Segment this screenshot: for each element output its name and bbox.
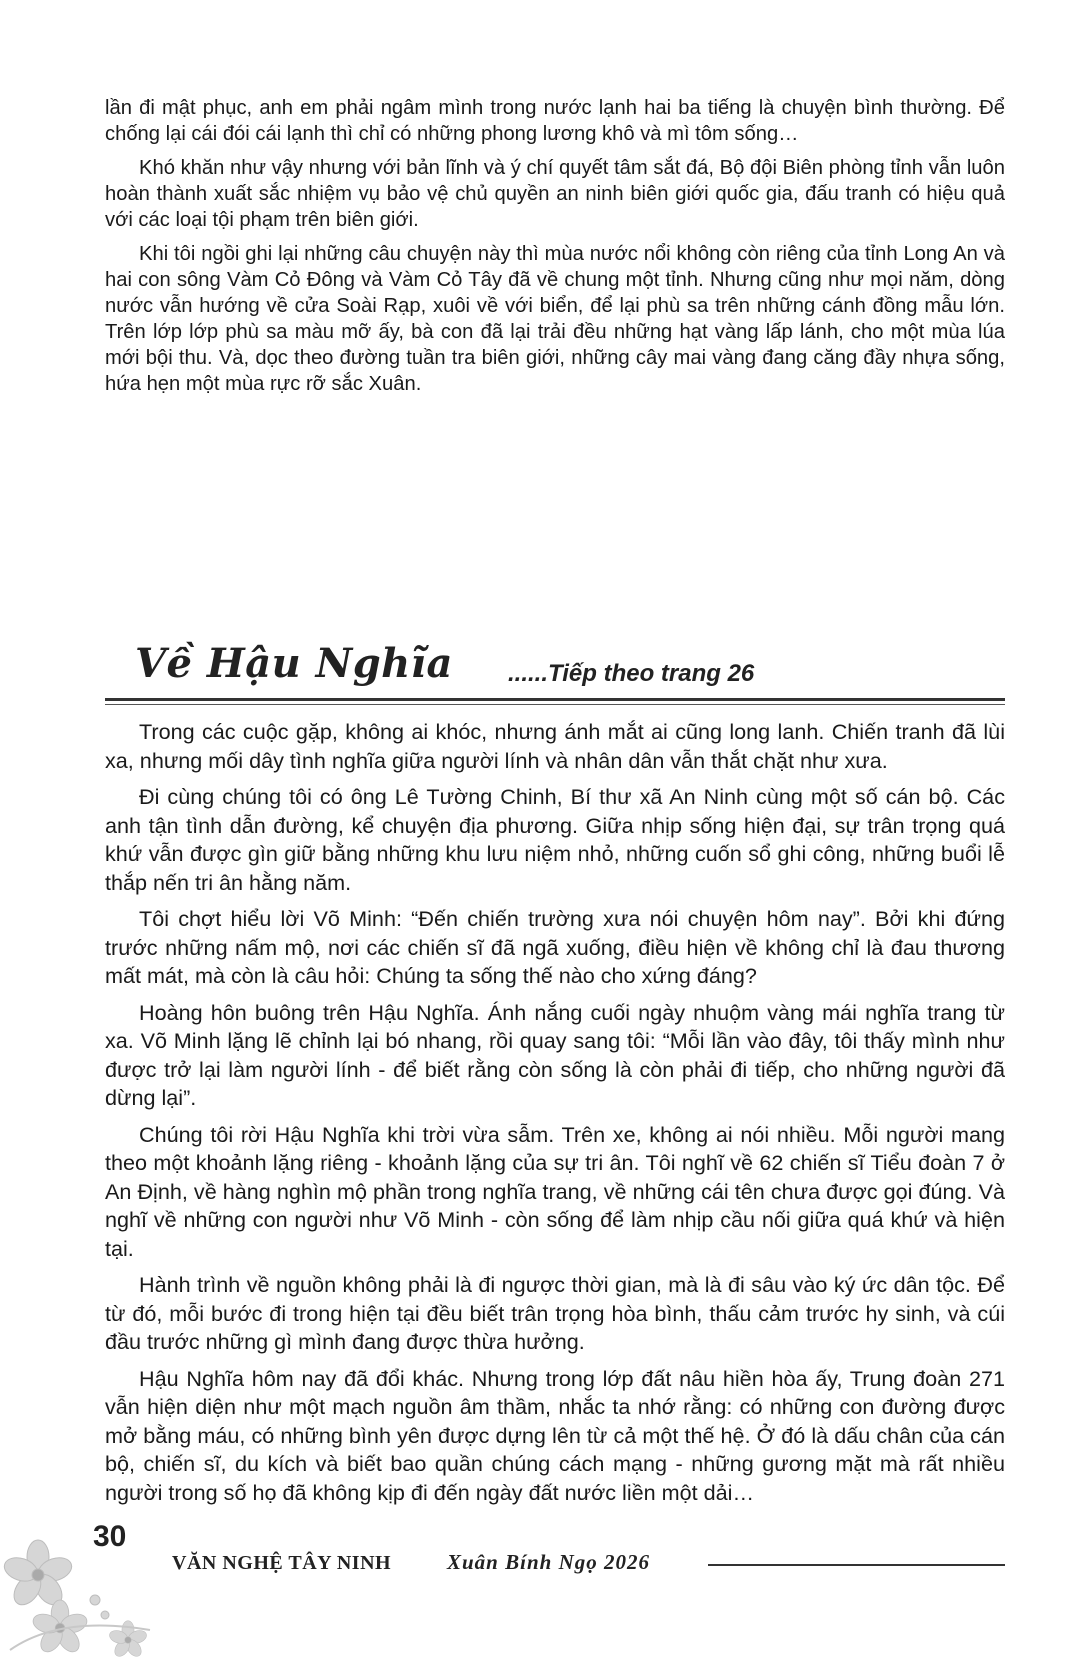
issue-label: Xuân Bính Ngọ 2026: [447, 1550, 650, 1574]
continuation-note: ......Tiếp theo trang 26: [508, 660, 755, 687]
paragraph: Tôi chợt hiểu lời Võ Minh: “Đến chiến trường xưa nói chuyện hôm nay”. Bởi khi đứng trước những nấm mộ, nơi các chiến sĩ đã ngã xuống, điều hiện về không chỉ là đau thương mất mát, mà còn là câu hỏi: Chúng ta sống thế nào cho xứng đáng?: [105, 906, 1005, 988]
paragraph: Đi cùng chúng tôi có ông Lê Tường Chinh, Bí thư xã An Ninh cùng một số cán bộ. Các anh tận tình dẫn đường, kể chuyện địa phương. Giữa nhịp sống hiện đại, sự trân trọng quá khứ vẫn được gìn giữ bằng những khu lưu niệm nhỏ, những cuốn sổ ghi công, những buổi lễ thắp nến tri ân hằng năm.: [105, 784, 1005, 895]
header-rule-thin: [105, 704, 1005, 705]
page-number: 30: [93, 1520, 127, 1553]
article-header: [105, 638, 1005, 700]
footer-rule: [708, 1564, 1005, 1566]
header-rule: [105, 698, 1005, 701]
article-title: Về Hậu Nghĩa: [135, 640, 453, 687]
paragraph: Trong các cuộc gặp, không ai khóc, nhưng ánh mắt ai cũng long lanh. Chiến tranh đã lùi xa, nhưng mối dây tình nghĩa giữa người lính và nhân dân vẫn thắt chặt như xưa.: [105, 719, 1005, 773]
article-body: [105, 718, 1005, 1515]
magazine-name: VĂN NGHỆ TÂY NINH: [172, 1552, 392, 1574]
paragraph: Hoàng hôn buông trên Hậu Nghĩa. Ánh nắng cuối ngày nhuộm vàng mái nghĩa trang từ xa. Võ Minh lặng lẽ chỉnh lại bó nhang, rồi quay sang tôi: “Mỗi lần vào đây, tôi thấy mình như được trở lại làm người lính - để biết rằng còn sống là còn phải đi tiếp, cho những người đã dừng lại”.: [105, 999, 1005, 1110]
apricot-blossom-icon: [0, 1520, 170, 1670]
paragraph: Khó khăn như vậy nhưng với bản lĩnh và ý chí quyết tâm sắt đá, Bộ đội Biên phòng tỉnh vẫn luôn hoàn thành xuất sắc nhiệm vụ bảo vệ chủ quyền an ninh biên giới quốc gia, đấu tranh có hiệu quả với các loại tội phạm trên biên giới.: [105, 157, 1005, 231]
paragraph: Khi tôi ngồi ghi lại những câu chuyện này thì mùa nước nổi không còn riêng của tỉnh Long An và hai con sông Vàm Cỏ Đông và Vàm Cỏ Tây đã về chung một tỉnh. Nhưng cũng như mọi năm, dòng nước vẫn hướng về cửa Soài Rạp, xuôi về với biển, để lại phù sa trên những cánh đồng mẫu lớn. Trên lớp lớp phù sa màu mỡ ấy, bà con đã lại trải đều những hạt vàng lấp lánh, cho một mùa lúa mới bội thu. Và, dọc theo đường tuần tra biên giới, những cây mai vàng đang căng đầy nhựa sống, hứa hẹn một mùa rực rỡ sắc Xuân.: [105, 243, 1005, 395]
previous-article-ending: [105, 95, 1005, 405]
paragraph: Chúng tôi rời Hậu Nghĩa khi trời vừa sẫm. Trên xe, không ai nói nhiều. Mỗi người mang theo một khoảnh lặng riêng - khoảnh lặng của sự tri ân. Tôi nghĩ về 62 chiến sĩ Tiểu đoàn 7 ở An Định, về hàng nghìn mộ phần trong nghĩa trang, về những cái tên chưa được gọi đúng. Và nghĩ về những con người như Võ Minh - còn sống để làm nhịp cầu nối giữa quá khứ và hiện tại.: [105, 1121, 1005, 1261]
page-footer: [0, 1510, 1092, 1668]
paragraph: Hậu Nghĩa hôm nay đã đổi khác. Nhưng trong lớp đất nâu hiền hòa ấy, Trung đoàn 271 vẫn hiện diện như một mạch nguồn âm thầm, nhắc ta nhớ rằng: có những con đường được mở bằng máu, có những bình yên được dựng lên từ cả một thế hệ. Ở đó là dấu chân của cán bộ, chiến sĩ, du kích và biết bao quần chúng cách mạng - những gương mặt mà rất nhiều người trong số họ đã không kịp đi đến ngày đất nước liền một dải…: [105, 1365, 1005, 1505]
paragraph: Hành trình về nguồn không phải là đi ngược thời gian, mà là đi sâu vào ký ức dân tộc. Để từ đó, mỗi bước đi trong hiện tại đều biết trân trọng hòa bình, thấu cảm trước hy sinh, và cúi đầu trước những gì mình đang được thừa hưởng.: [105, 1272, 1005, 1354]
paragraph: lần đi mật phục, anh em phải ngâm mình trong nước lạnh hai ba tiếng là chuyện bình thường. Để chống lại cái đói cái lạnh thì chỉ có những phong lương khô và mì tôm sống…: [105, 97, 1005, 145]
